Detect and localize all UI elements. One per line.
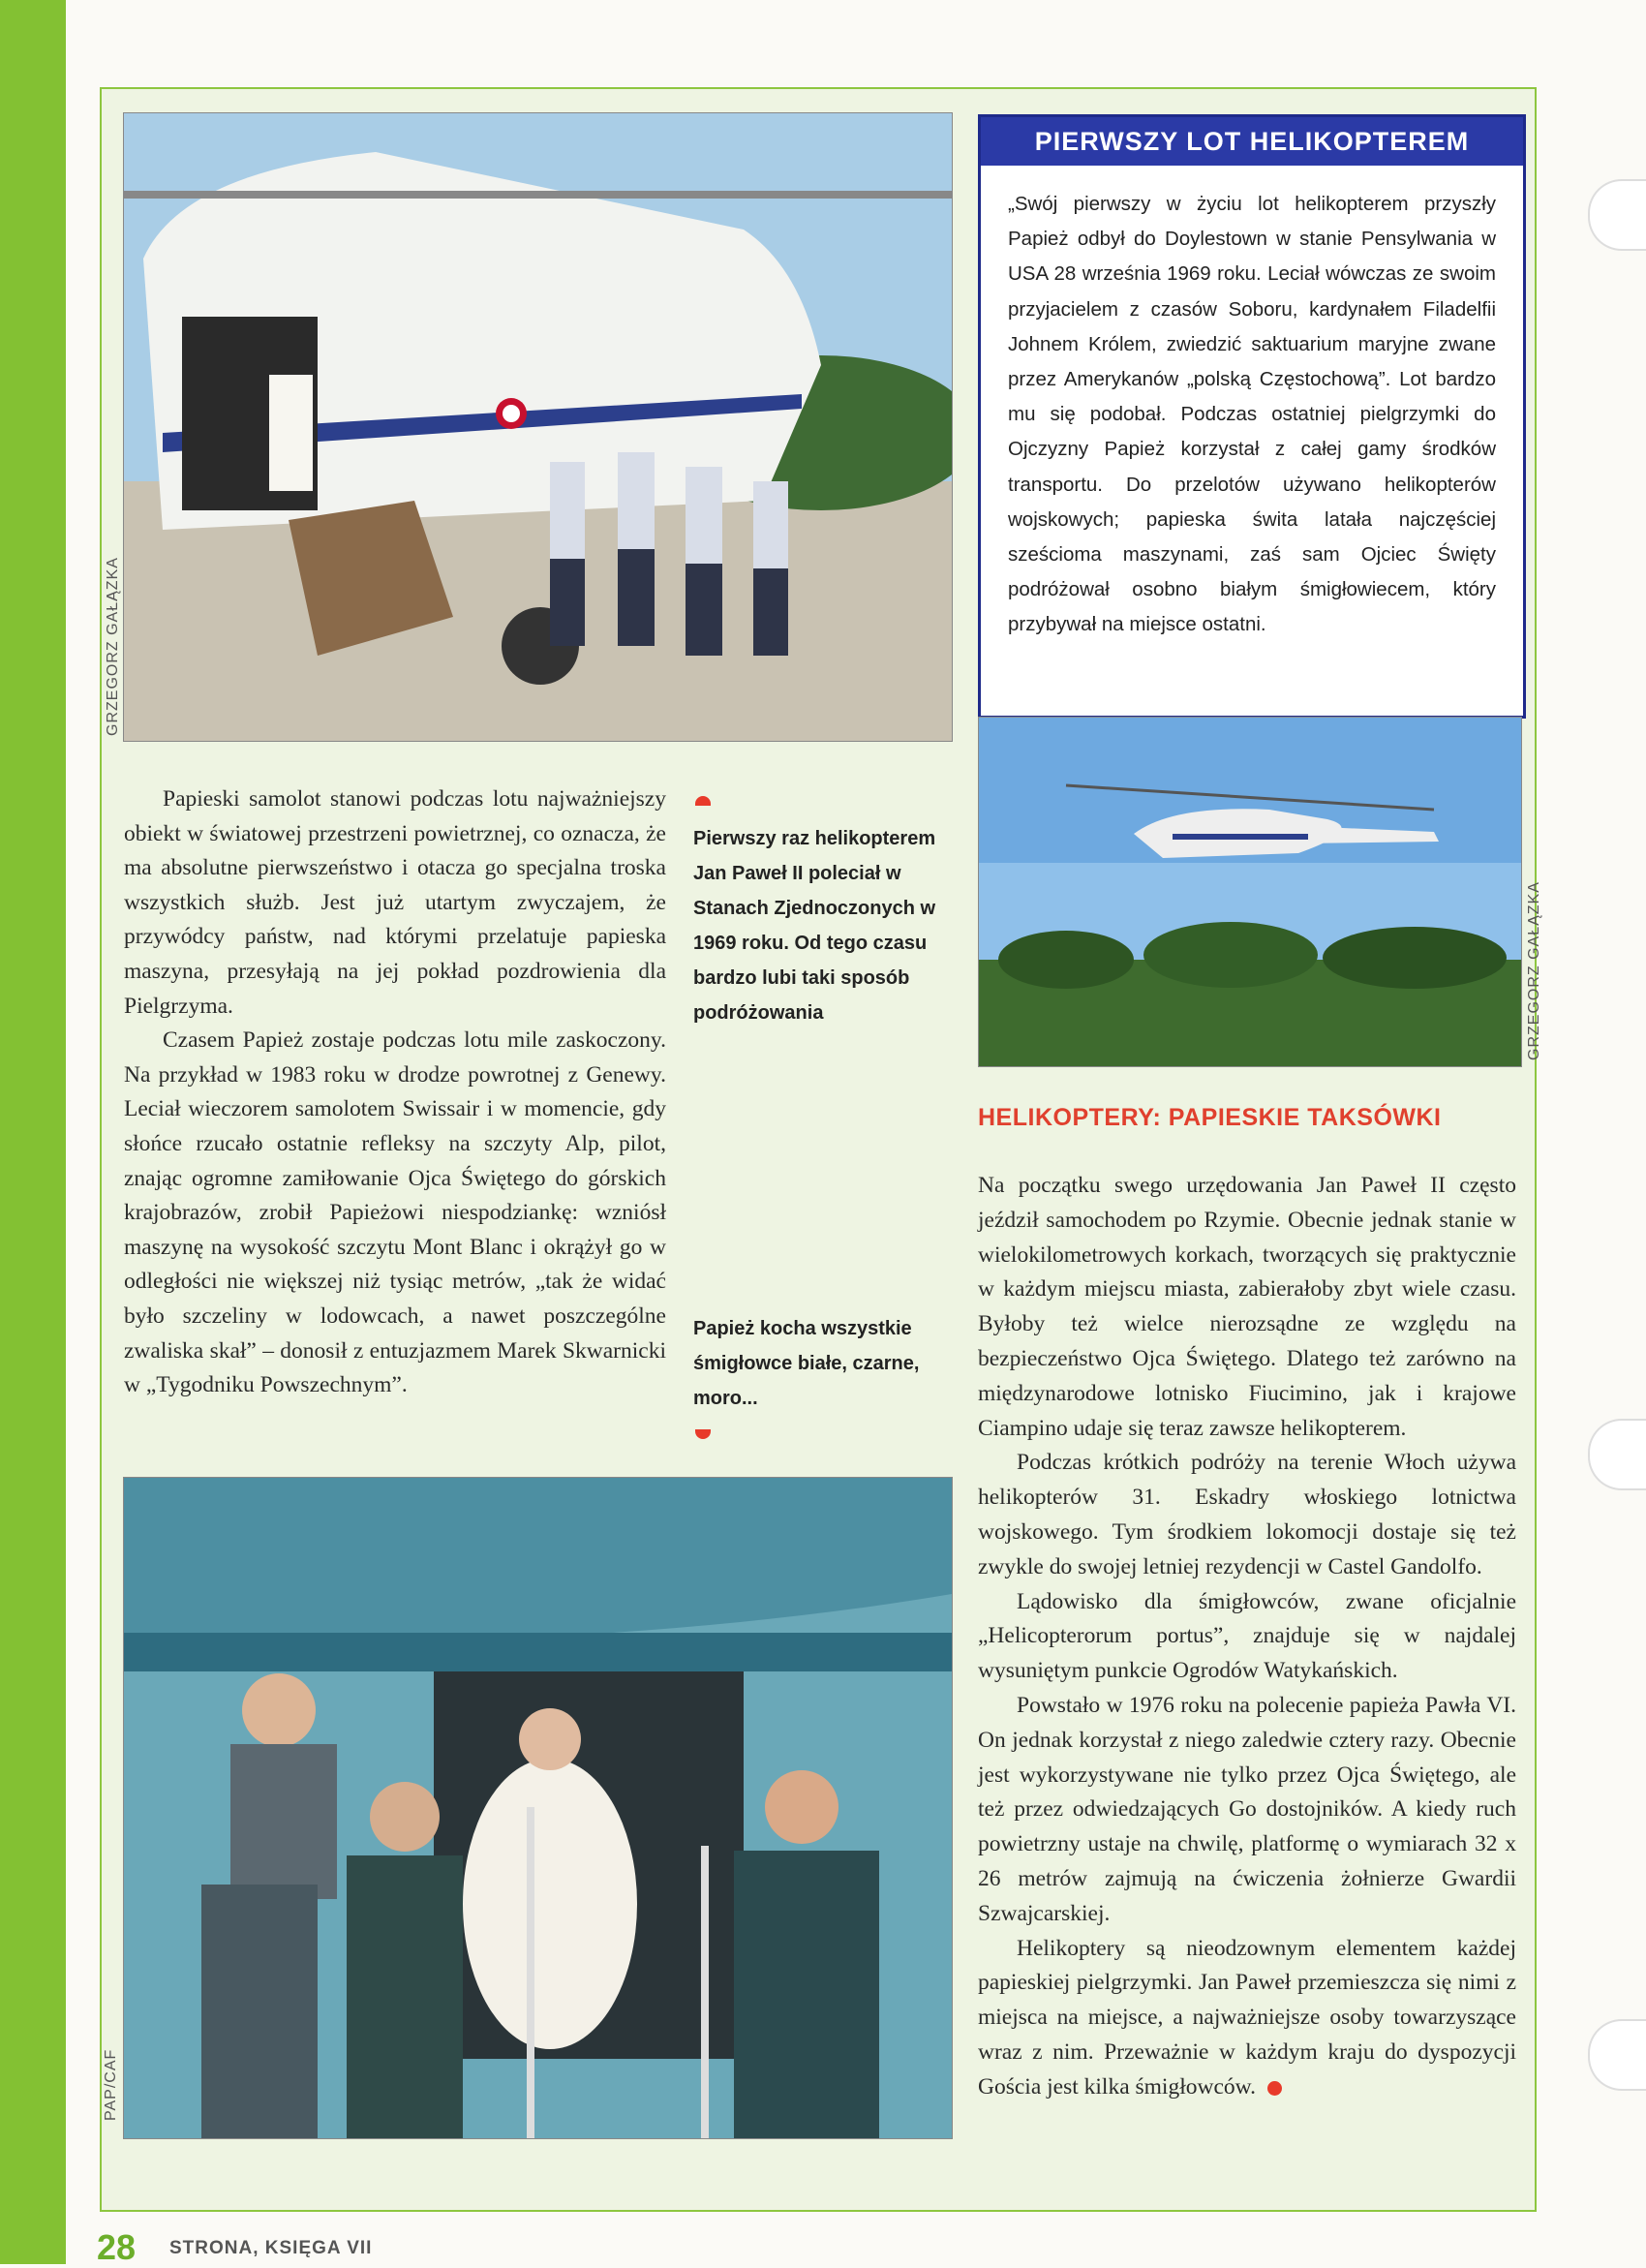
article-column-2 <box>978 1169 1516 2105</box>
article-paragraph: Na początku swego urzędowania Jan Paweł II często jeździł samochodem po Rzymie. Obecnie jednak stanie w wielokilometrowych korkach, tworzących się praktycznie w każdym miejscu miasta, zabierałoby zbyt wiele czasu. Byłoby też wielce nierozsądne ze względu na bezpieczeństwo Ojca Świętego. Dlatego też zarówno na międzynarodowe lotnisko Fiucimino, jak i krajowe Ciampino udaje się teraz zawsze helikopterem. <box>978 1173 1516 1441</box>
section-heading: HELIKOPTERY: PAPIESKIE TAKSÓWKI <box>978 1104 1442 1131</box>
article-paragraph: Powstało w 1976 roku na polecenie papieża Pawła VI. On jednak korzystał z niego zaledwie cztery razy. Obecnie jest wykorzystywane nie tylko przez Ojca Świętego, ale też przez odwiedzających Go dostojników. A kiedy ruch powietrzny ustaje na chwilę, platformę o wymiarach 32 x 26 metrów zajmują na ćwiczenia żołnierze Gwardii Szwajcarskiej. <box>978 1692 1516 1926</box>
article-paragraph: Podczas krótkich podróży na terenie Włoch używa helikopterów 31. Eskadry włoskiego lotnictwa wojskowego. Tym środkiem lokomocji dostaje się też zwykle do swojej letniej rezydencji w Castel Gandolfo. <box>978 1450 1516 1579</box>
photo-pope-in-helicopter <box>123 1477 953 2139</box>
end-dot-icon <box>1267 2081 1282 2096</box>
pull-quote-2: Papież kocha wszystkie śmigłowce białe, czarne, moro... <box>693 1318 920 1409</box>
page-number: 28 <box>97 2227 137 2267</box>
photo-pope-helicopter <box>123 112 953 742</box>
green-side-strip <box>0 0 66 2264</box>
photo-credit-3: PAP/CAF <box>103 2048 119 2121</box>
pull-quote-1: Pierwszy raz helikopterem Jan Paweł II poleciał w Stanach Zjednoczonych w 1969 roku. Od tego czasu bardzo lubi taki sposób podróżowania <box>693 828 936 1024</box>
article-paragraph: Lądowisko dla śmigłowców, zwane oficjalnie „Helicopterorum portus”, znajduje się w najdalej wysuniętym punkcie Ogrodów Watykańskich. <box>978 1588 1516 1684</box>
article-column-1 <box>124 782 666 1403</box>
binder-hole <box>1588 1419 1646 1490</box>
article-paragraph: Czasem Papież zostaje podczas lotu mile zaskoczony. Na przykład w 1983 roku w drodze powrotnej z Genewy. Leciał wieczorem samolotem Swissair i w momencie, gdy słońce rzucało ostatnie refleksy na szczyty Alp, pilot, znając ogromne zamiłowanie Ojca Świętego do górskich krajobrazów, zrobił Papieżowi niespodziankę: wzniósł maszynę na wysokość szczytu Mont Blanc i okrążył go w odległości nie większej niż tysiąc metrów, „tak że widać było szczeliny w lodowcach, a nawet poszczególne zwaliska skał” – donosił z entuzjazmem Marek Skwarnicki w „Tygodniku Powszechnym”. <box>124 1027 666 1398</box>
photo-credit-1: GRZEGORZ GAŁĄZKA <box>105 557 121 736</box>
binder-hole <box>1588 2019 1646 2091</box>
footer-label: STRONA, KSIĘGA VII <box>169 2238 373 2258</box>
info-box-title: PIERWSZY LOT HELIKOPTEREM <box>981 117 1523 166</box>
red-half-dot-icon <box>695 796 711 806</box>
article-paragraph-text: Helikoptery są nieodzownym elementem każdej papieskiej pielgrzymki. Jan Paweł przemieszcza się nimi z miejsca na miejsce, a najważniejsze osoby towarzyszące wraz z nim. Przeważnie w każdym kraju do dyspozycji Gościa jest kilka śmigłowców. <box>978 1935 1516 2099</box>
article-paragraph <box>978 1932 1516 2105</box>
article-paragraph: Papieski samolot stanowi podczas lotu najważniejszy obiekt w światowej przestrzeni powietrznej, co oznacza, że ma absolutne pierwszeństwo i otacza go specjalna troska wszystkich służb. Jest już utartym zwyczajem, że przywódcy państw, nad którymi przelatuje papieska maszyna, przesyłają na jej pokład pozdrowienia dla Pielgrzyma. <box>124 786 666 1019</box>
photo-credit-2: GRZEGORZ GAŁĄZKA <box>1526 881 1542 1060</box>
photo-helicopter-flying <box>978 717 1522 1067</box>
info-box <box>978 114 1526 719</box>
binder-hole <box>1588 179 1646 251</box>
info-box-text: „Swój pierwszy w życiu lot helikopterem przyszły Papież odbył do Doylestown w stanie Pensylwania w USA 28 września 1969 roku. Leciał wówczas ze swoim przyjacielem z czasów Soboru, kardynałem Filadelfii Johnem Królem, zwiedzić saktuarium maryjne zwane przez Amerykanów „polską Częstochową”. Lot bardzo mu się podobał. Podczas ostatniej pielgrzymki do Ojczyzny Papież korzystał z całej gamy środków transportu. Do przelotów używano helikopterów wojskowych; papieska świta latała najczęściej sześcioma maszynami, zaś sam Ojciec Święty podróżował osobno białym śmigłowiecem, który przybywał na miejsce ostatni. <box>1008 193 1496 636</box>
